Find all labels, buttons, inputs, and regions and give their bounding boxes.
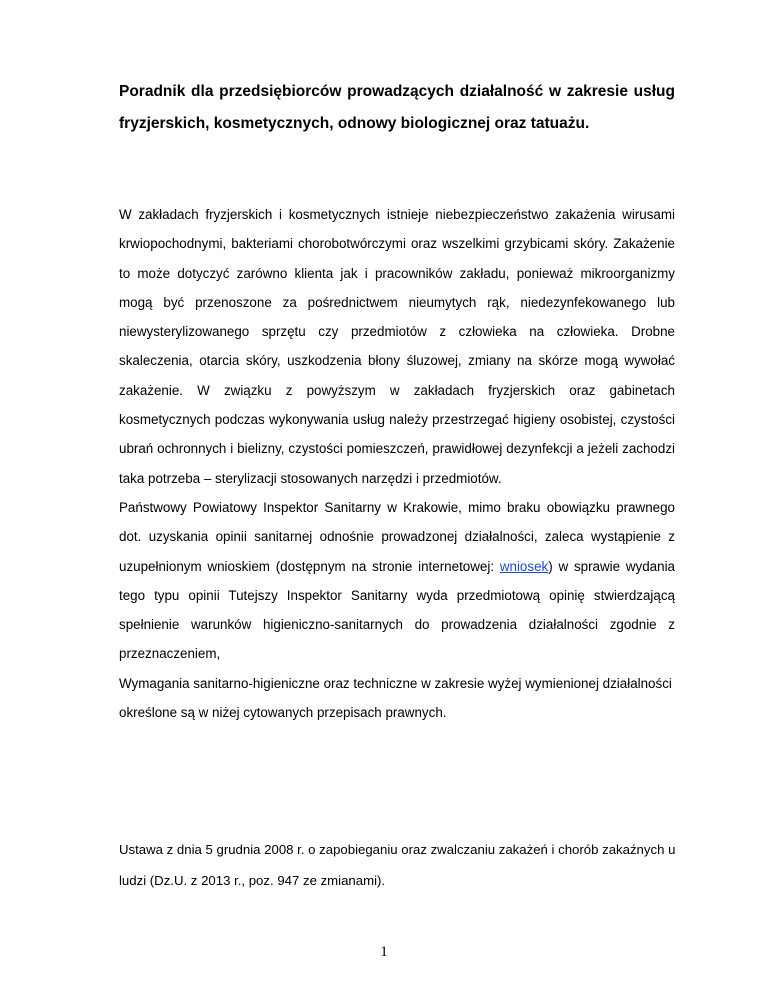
page-number: 1 [380,944,388,960]
document-body [119,200,675,727]
law-reference: Ustawa z dnia 5 grudnia 2008 r. o zapobieganiu oraz zwalczaniu zakażeń i chorób zakaźnych u ludzi (Dz.U. z 2013 r., poz. 947 ze zmianami). [119,842,676,888]
application-form-link[interactable]: wniosek [499,558,549,574]
paragraph-sanitary-opinion-text-start: Państwowy Powiatowy Inspektor Sanitarny w Krakowie, mimo braku obowiązku prawnego dot. uzyskania opinii sanitarnej odnośnie prowadzonej działalności, zaleca wystąpienie z uzupełnionym wnioskiem (dostępnym na stronie internetowej: [119,499,675,574]
document-title: Poradnik dla przedsiębiorców prowadzących działalność w zakresie usług fryzjerskich, kosmetycznych, odnowy biologicznej oraz tatuażu. [119,83,675,132]
paragraph-infection-risk: W zakładach fryzjerskich i kosmetycznych istnieje niebezpieczeństwo zakażenia wirusami krwiopochodnymi, bakteriami chorobotwórczymi oraz wszelkimi grzybicami skóry. Zakażenie to może dotyczyć zarówno klienta jak i pracowników zakładu, ponieważ mikroorganizmy mogą być przenoszone za pośrednictwem nieumytych rąk, niedezynfekowanego lub niewysterylizowanego sprzętu czy przedmiotów z człowieka na człowieka. Drobne skaleczenia, otarcia skóry, uszkodzenia błony śluzowej, zmiany na skórze mogą wywołać zakażenie. W związku z powyższym w zakładach fryzjerskich oraz gabinetach kosmetycznych podczas wykonywania usług należy przestrzegać higieny osobistej, czystości ubrań ochronnych i bielizny, czystości pomieszczeń, prawidłowej dezynfekcji a jeżeli zachodzi taka potrzeba – sterylizacji stosowanych narzędzi i przedmiotów. [119,207,675,486]
paragraph-sanitary-opinion [119,493,675,669]
paragraph-requirements: Wymagania sanitarno-higieniczne oraz techniczne w zakresie wyżej wymienionej działalności określone są w niżej cytowanych przepisach prawnych. [119,675,672,721]
paragraph-sanitary-opinion-text-end: ) w sprawie wydania tego typu opinii Tutejszy Inspektor Sanitarny wyda przedmiotową opinię stwierdzającą spełnienie warunków higieniczno-sanitarnych do prowadzenia działalności zgodnie z przeznaczeniem, [119,558,675,662]
